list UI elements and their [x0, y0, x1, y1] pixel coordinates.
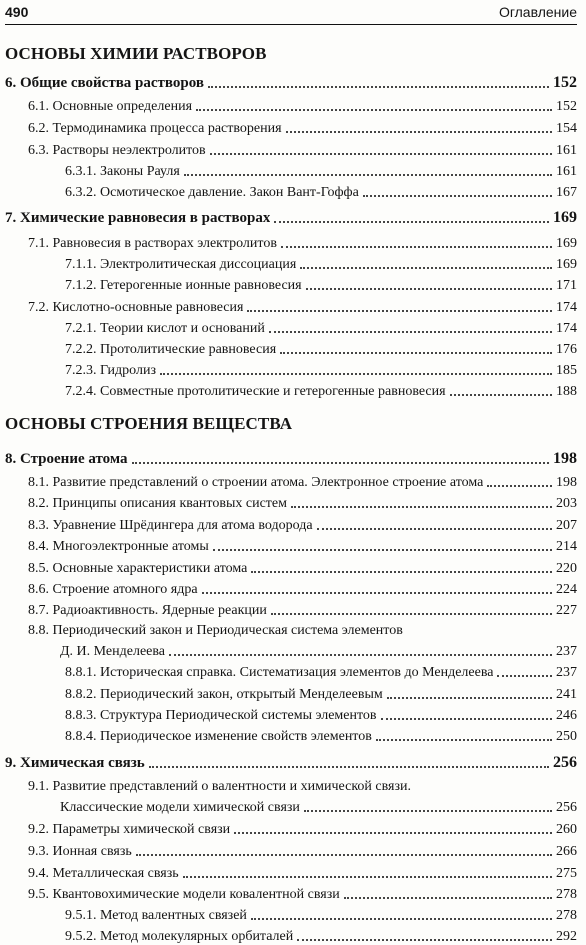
- section-entry: [28, 882, 577, 903]
- entry-title: 9. Химическая связь: [5, 755, 145, 771]
- entry-title: 6.3.2. Осмотическое давление. Закон Вант-Гоффа: [65, 185, 359, 200]
- page-number: 490: [5, 4, 29, 20]
- section-entry: [28, 556, 577, 577]
- entry-page-number: 246: [556, 708, 577, 723]
- dot-leader: [381, 718, 552, 720]
- dot-leader: [271, 613, 552, 615]
- section-entry: [28, 94, 577, 115]
- dot-leader: [387, 697, 552, 699]
- dot-leader: [160, 373, 552, 375]
- entry-page-number: 214: [556, 539, 577, 554]
- subsection-entry: [65, 903, 577, 924]
- entry-page-number: 278: [556, 887, 577, 902]
- section-entry: [28, 861, 577, 882]
- entry-title: 7.2.2. Протолитические равновесия: [65, 342, 277, 357]
- entry-page-number: 152: [553, 74, 577, 91]
- part-title: ОСНОВЫ СТРОЕНИЯ ВЕЩЕСТВА: [5, 414, 293, 433]
- section-entry: [28, 513, 577, 534]
- subsection-entry: [65, 316, 577, 337]
- entry-title: 8.2. Принципы описания квантовых систем: [28, 496, 287, 511]
- dot-leader: [208, 86, 549, 88]
- entry-page-number: 260: [556, 822, 577, 837]
- section-entry: [60, 639, 577, 660]
- dot-leader: [376, 739, 552, 741]
- entry-page-number: 171: [556, 278, 577, 293]
- dot-leader: [450, 394, 552, 396]
- dot-leader: [286, 131, 552, 133]
- entry-title: 9.3. Ионная связь: [28, 844, 132, 859]
- section-entry: [28, 534, 577, 555]
- dot-leader: [202, 592, 552, 594]
- dot-leader: [251, 918, 552, 920]
- entry-page-number: 154: [556, 121, 577, 136]
- dot-leader: [497, 675, 552, 677]
- entry-page-number: 167: [556, 185, 577, 200]
- entry-page-number: 250: [556, 729, 577, 744]
- entry-page-number: 176: [556, 342, 577, 357]
- entry-title: 6.2. Термодинамика процесса растворения: [28, 121, 282, 136]
- entry-page-number: 161: [556, 164, 577, 179]
- entry-page-number: 169: [553, 209, 577, 226]
- section-entry: [60, 795, 577, 816]
- section-entry: [28, 470, 577, 491]
- entry-title: 8.6. Строение атомного ядра: [28, 582, 198, 597]
- dot-leader: [304, 810, 552, 812]
- entry-page-number: 188: [556, 384, 577, 399]
- dot-leader: [251, 571, 552, 573]
- entry-page-number: 152: [556, 99, 577, 114]
- entry-page-number: 169: [556, 236, 577, 251]
- section-entry: [28, 116, 577, 137]
- entry-title: 7.2. Кислотно-основные равновесия: [28, 300, 244, 315]
- entry-title: 8.7. Радиоактивность. Ядерные реакции: [28, 603, 267, 618]
- entry-title: 8.4. Многоэлектронные атомы: [28, 539, 209, 554]
- subsection-entry: [65, 337, 577, 358]
- entry-page-number: 161: [556, 143, 577, 158]
- entry-title: 7.1.2. Гетерогенные ионные равновесия: [65, 278, 302, 293]
- dot-leader: [297, 939, 552, 941]
- entry-title: 8.3. Уравнение Шрёдингера для атома водорода: [28, 518, 313, 533]
- dot-leader: [184, 174, 552, 176]
- entry-page-number: 256: [556, 800, 577, 815]
- dot-leader: [300, 267, 552, 269]
- entry-page-number: 198: [553, 450, 577, 467]
- dot-leader: [281, 246, 552, 248]
- subsection-entry: [65, 703, 577, 724]
- section-entry: [28, 774, 577, 795]
- section-entry: [28, 598, 577, 619]
- entry-title: 9.5. Квантовохимические модели ковалентной связи: [28, 887, 340, 902]
- entry-page-number: 224: [556, 582, 577, 597]
- dot-leader: [306, 288, 552, 290]
- dot-leader: [136, 854, 552, 856]
- entry-page-number: 174: [556, 300, 577, 315]
- section-entry: [28, 231, 577, 252]
- dot-leader: [210, 153, 552, 155]
- entry-title: 7.2.3. Гидролиз: [65, 363, 156, 378]
- dot-leader: [363, 195, 552, 197]
- dot-leader: [274, 221, 549, 223]
- entry-title: 7. Химические равновесия в растворах: [5, 210, 271, 226]
- entry-page-number: 220: [556, 561, 577, 576]
- entry-title: 8.1. Развитие представлений о строении атома. Электронное строение атома: [28, 475, 484, 490]
- section-entry: [28, 295, 577, 316]
- dot-leader: [317, 528, 552, 530]
- chapter-entry: [5, 206, 577, 227]
- entry-title: 9.5.2. Метод молекулярных орбиталей: [65, 929, 294, 944]
- entry-page-number: 169: [556, 257, 577, 272]
- dot-leader: [183, 876, 552, 878]
- dot-leader: [487, 485, 552, 487]
- subsection-entry: [65, 724, 577, 745]
- entry-page-number: 292: [556, 929, 577, 944]
- subsection-entry: [65, 660, 577, 681]
- section-entry: [28, 491, 577, 512]
- entry-page-number: 275: [556, 866, 577, 881]
- entry-title: 9.2. Параметры химической связи: [28, 822, 231, 837]
- entry-title: 6.3. Растворы неэлектролитов: [28, 143, 206, 158]
- dot-leader: [234, 832, 552, 834]
- dot-leader: [169, 654, 552, 656]
- dot-leader: [196, 109, 552, 111]
- section-entry: [28, 618, 577, 639]
- dot-leader: [344, 897, 552, 899]
- section-entry: [28, 839, 577, 860]
- dot-leader: [132, 462, 550, 464]
- entry-title: 8. Строение атома: [5, 451, 128, 467]
- dot-leader: [247, 310, 552, 312]
- subsection-entry: [65, 159, 577, 180]
- entry-title: 7.2.1. Теории кислот и оснований: [65, 321, 265, 336]
- dot-leader: [280, 352, 552, 354]
- entry-title: 7.2.4. Совместные протолитические и гетерогенные равновесия: [65, 384, 446, 399]
- entry-title: 8.8.1. Историческая справка. Систематизация элементов до Менделеева: [65, 665, 494, 680]
- subsection-entry: [65, 358, 577, 379]
- part-title: ОСНОВЫ ХИМИИ РАСТВОРОВ: [5, 44, 267, 63]
- running-title: Оглавление: [498, 4, 577, 20]
- subsection-entry: [65, 924, 577, 945]
- entry-page-number: 278: [556, 908, 577, 923]
- dot-leader: [269, 331, 552, 333]
- section-entry: [28, 138, 577, 159]
- entry-page-number: 203: [556, 496, 577, 511]
- entry-title: 6.1. Основные определения: [28, 99, 193, 114]
- entry-page-number: 241: [556, 687, 577, 702]
- entry-title: 9.1. Развитие представлений о валентности и химической связи.: [28, 779, 411, 794]
- entry-page-number: 266: [556, 844, 577, 859]
- dot-leader: [213, 549, 552, 551]
- entry-title: 8.8.2. Периодический закон, открытый Менделеевым: [65, 687, 383, 702]
- page-header: [5, 2, 577, 25]
- entry-page-number: 185: [556, 363, 577, 378]
- entry-title: 6.3.1. Законы Рауля: [65, 164, 180, 179]
- entry-page-number: 198: [556, 475, 577, 490]
- section-entry: [28, 817, 577, 838]
- dot-leader: [291, 506, 552, 508]
- entry-title: 9.4. Металлическая связь: [28, 866, 179, 881]
- entry-page-number: 227: [556, 603, 577, 618]
- entry-page-number: 207: [556, 518, 577, 533]
- subsection-entry: [65, 273, 577, 294]
- dot-leader: [149, 766, 549, 768]
- subsection-entry: [65, 379, 577, 400]
- subsection-entry: [65, 682, 577, 703]
- entry-title: 8.8.4. Периодическое изменение свойств элементов: [65, 729, 372, 744]
- entry-page-number: 237: [556, 644, 577, 659]
- entry-title: 8.5. Основные характеристики атома: [28, 561, 248, 576]
- entry-page-number: 174: [556, 321, 577, 336]
- subsection-entry: [65, 252, 577, 273]
- entry-title: 8.8. Периодический закон и Периодическая система элементов: [28, 623, 403, 638]
- entry-title: 9.5.1. Метод валентных связей: [65, 908, 247, 923]
- chapter-entry: [5, 751, 577, 772]
- entry-title: Классические модели химической связи: [60, 800, 300, 815]
- entry-title: 6. Общие свойства растворов: [5, 75, 204, 91]
- entry-title: 7.1.1. Электролитическая диссоциация: [65, 257, 297, 272]
- entry-title: 8.8.3. Структура Периодической системы элементов: [65, 708, 377, 723]
- chapter-entry: [5, 71, 577, 92]
- section-entry: [28, 577, 577, 598]
- chapter-entry: [5, 447, 577, 468]
- entry-title: Д. И. Менделеева: [60, 644, 166, 659]
- entry-title: 7.1. Равновесия в растворах электролитов: [28, 236, 277, 251]
- entry-page-number: 256: [553, 754, 577, 771]
- subsection-entry: [65, 180, 577, 201]
- entry-page-number: 237: [556, 665, 577, 680]
